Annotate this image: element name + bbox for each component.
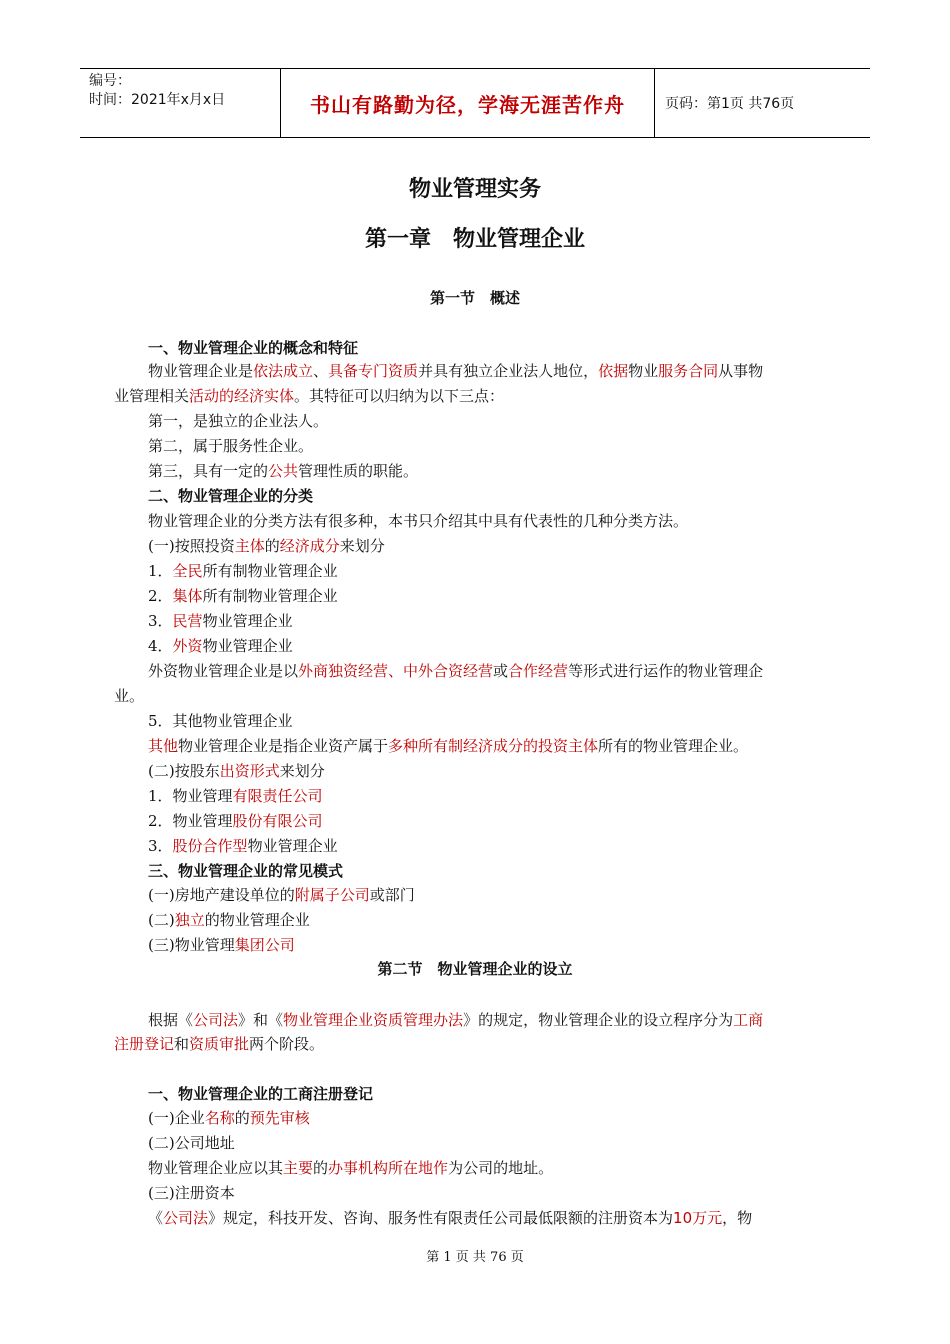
highlight: 活动的经济实体 (189, 387, 295, 405)
text: 1． (148, 562, 173, 580)
text: 《 (148, 1209, 164, 1227)
highlight: 外资 (172, 637, 203, 655)
text: 》的规定，物业管理企业的设立程序分为 (463, 1011, 734, 1029)
list-item (148, 609, 293, 633)
text: 所有制物业管理企业 (202, 587, 338, 605)
highlight: 预先审核 (249, 1109, 310, 1127)
text: 2． (148, 587, 173, 605)
highlight: 外商独资经营、中外合资经营 (298, 662, 494, 680)
text: ，物 (722, 1209, 753, 1227)
highlight: 主体 (234, 537, 265, 555)
text: (一)按照投资 (148, 537, 235, 555)
highlight: 办事机构所在地作 (328, 1159, 449, 1177)
highlight: 依据 (598, 362, 629, 380)
number-label: 编号： (89, 73, 131, 89)
page-footer: 第 1 页 共 76 页 (426, 1250, 524, 1265)
list-item (148, 1106, 310, 1130)
paragraph-line (148, 659, 763, 683)
text: (一)企业 (148, 1109, 205, 1127)
text: 根据《 (148, 1011, 194, 1029)
highlight: 集团公司 (234, 936, 295, 954)
list-item (148, 784, 323, 808)
header-motto: 书山有路勤为径，学海无涯苦作舟 (281, 69, 655, 137)
text: 4． (148, 637, 173, 655)
text: (二)按股东 (148, 762, 220, 780)
text: 或 (493, 662, 509, 680)
text: 第三，具有一定的 (148, 462, 269, 480)
text: 两个阶段。 (249, 1035, 325, 1053)
highlight: 具备专门资质 (328, 362, 419, 380)
text: 3． (148, 837, 173, 855)
text: 1．物业管理 (148, 787, 233, 805)
text: 物业管理企业 (247, 837, 338, 855)
paragraph-line (148, 1156, 553, 1180)
list-item (148, 584, 338, 608)
list-item (148, 834, 338, 858)
highlight: 依法成立 (253, 362, 314, 380)
text: 来划分 (339, 537, 385, 555)
text: 从事物 (718, 362, 764, 380)
highlight: 附属子公司 (294, 886, 370, 904)
paragraph-line (148, 734, 748, 758)
subheading (148, 759, 325, 783)
highlight: 公共 (268, 462, 299, 480)
highlight: 出资形式 (219, 762, 280, 780)
text: 》和《 (238, 1011, 284, 1029)
highlight: 经济成分 (279, 537, 340, 555)
text: 来划分 (279, 762, 325, 780)
text: 管理性质的职能。 (298, 462, 419, 480)
subheading (148, 534, 385, 558)
section-title-2: 第二节 物业管理企业的设立 (377, 960, 573, 978)
text: 物业管理企业 (202, 637, 293, 655)
text: 》规定，科技开发、咨询、服务性有限责任公司最低限额的注册资本为 (208, 1209, 674, 1227)
highlight: 服务合同 (658, 362, 719, 380)
highlight: 主要 (283, 1159, 314, 1177)
feature-line: 第二，属于服务性企业。 (148, 437, 314, 455)
date-label: 时间：2021年x月x日 (89, 92, 226, 108)
list-item (148, 883, 415, 907)
paragraph-line (148, 1206, 752, 1230)
heading: 三、物业管理企业的常见模式 (148, 862, 344, 880)
paragraph-line (114, 384, 504, 408)
text: (二) (148, 911, 175, 929)
text: 的 (264, 537, 280, 555)
highlight: 公司法 (193, 1011, 239, 1029)
list-item (148, 933, 295, 957)
section-title-1: 第一节 概述 (429, 289, 520, 307)
chapter-title: 第一章 物业管理企业 (364, 227, 585, 252)
highlight: 名称 (204, 1109, 235, 1127)
highlight: 民营 (172, 612, 203, 630)
text: 业管理相关 (114, 387, 190, 405)
text: 物业管理企业应以其 (148, 1159, 284, 1177)
paragraph-line (114, 1032, 324, 1056)
text: 、 (313, 362, 329, 380)
list-item: (二)公司地址 (148, 1134, 235, 1152)
paragraph-line (148, 1008, 763, 1032)
header-page-info: 页码：第1页 共76页 (665, 96, 795, 112)
list-item: (三)注册资本 (148, 1184, 235, 1202)
heading: 二、物业管理企业的分类 (148, 487, 314, 505)
feature-line (148, 459, 418, 483)
text: 的 (234, 1109, 250, 1127)
list-item (148, 908, 310, 932)
header-meta (80, 69, 281, 137)
highlight: 物业管理企业资质管理办法 (283, 1011, 464, 1029)
text: 所有制物业管理企业 (202, 562, 338, 580)
paragraph-line: 物业管理企业的分类方法有很多种，本书只介绍其中具有代表性的几种分类方法。 (148, 512, 689, 530)
text: 物业管理企业是指企业资产属于 (178, 737, 389, 755)
text: 和 (174, 1035, 190, 1053)
text: 并具有独立企业法人地位， (418, 362, 599, 380)
highlight: 公司法 (163, 1209, 209, 1227)
highlight: 全民 (172, 562, 203, 580)
text: (一)房地产建设单位的 (148, 886, 295, 904)
highlight: 集体 (172, 587, 203, 605)
highlight: 股份有限公司 (232, 812, 323, 830)
list-item (148, 809, 323, 833)
text: 物业管理企业 (202, 612, 293, 630)
highlight: 10万元 (673, 1209, 723, 1227)
paragraph-line: 业。 (114, 687, 145, 705)
highlight: 有限责任公司 (232, 787, 323, 805)
text: 等形式进行运作的物业管理企 (568, 662, 764, 680)
highlight: 其他 (148, 737, 179, 755)
text: 的 (313, 1159, 329, 1177)
text: 的物业管理企业 (204, 911, 310, 929)
highlight: 多种所有制经济成分的投资主体 (388, 737, 599, 755)
document-title: 物业管理实务 (408, 177, 541, 202)
highlight: 股份合作型 (172, 837, 248, 855)
text: 为公司的地址。 (448, 1159, 554, 1177)
list-item: 5．其他物业管理企业 (148, 712, 293, 730)
list-item (148, 634, 293, 658)
highlight: 合作经营 (508, 662, 569, 680)
highlight: 独立 (174, 911, 205, 929)
highlight: 注册登记 (114, 1035, 175, 1053)
paragraph-line (148, 359, 763, 383)
text: 或部门 (369, 886, 415, 904)
text: 物业 (628, 362, 659, 380)
list-item (148, 559, 338, 583)
highlight: 资质审批 (189, 1035, 250, 1053)
heading: 一、物业管理企业的工商注册登记 (148, 1085, 374, 1103)
text: 2．物业管理 (148, 812, 233, 830)
text: 物业管理企业是 (148, 362, 254, 380)
heading: 一、物业管理企业的概念和特征 (148, 339, 359, 357)
text: 外资物业管理企业是以 (148, 662, 299, 680)
text: (三)物业管理 (148, 936, 235, 954)
feature-line: 第一，是独立的企业法人。 (148, 412, 329, 430)
text: 所有的物业管理企业。 (598, 737, 749, 755)
text: 3． (148, 612, 173, 630)
document-header (80, 68, 870, 138)
highlight: 工商 (733, 1011, 764, 1029)
text: 。其特征可以归纳为以下三点： (294, 387, 505, 405)
